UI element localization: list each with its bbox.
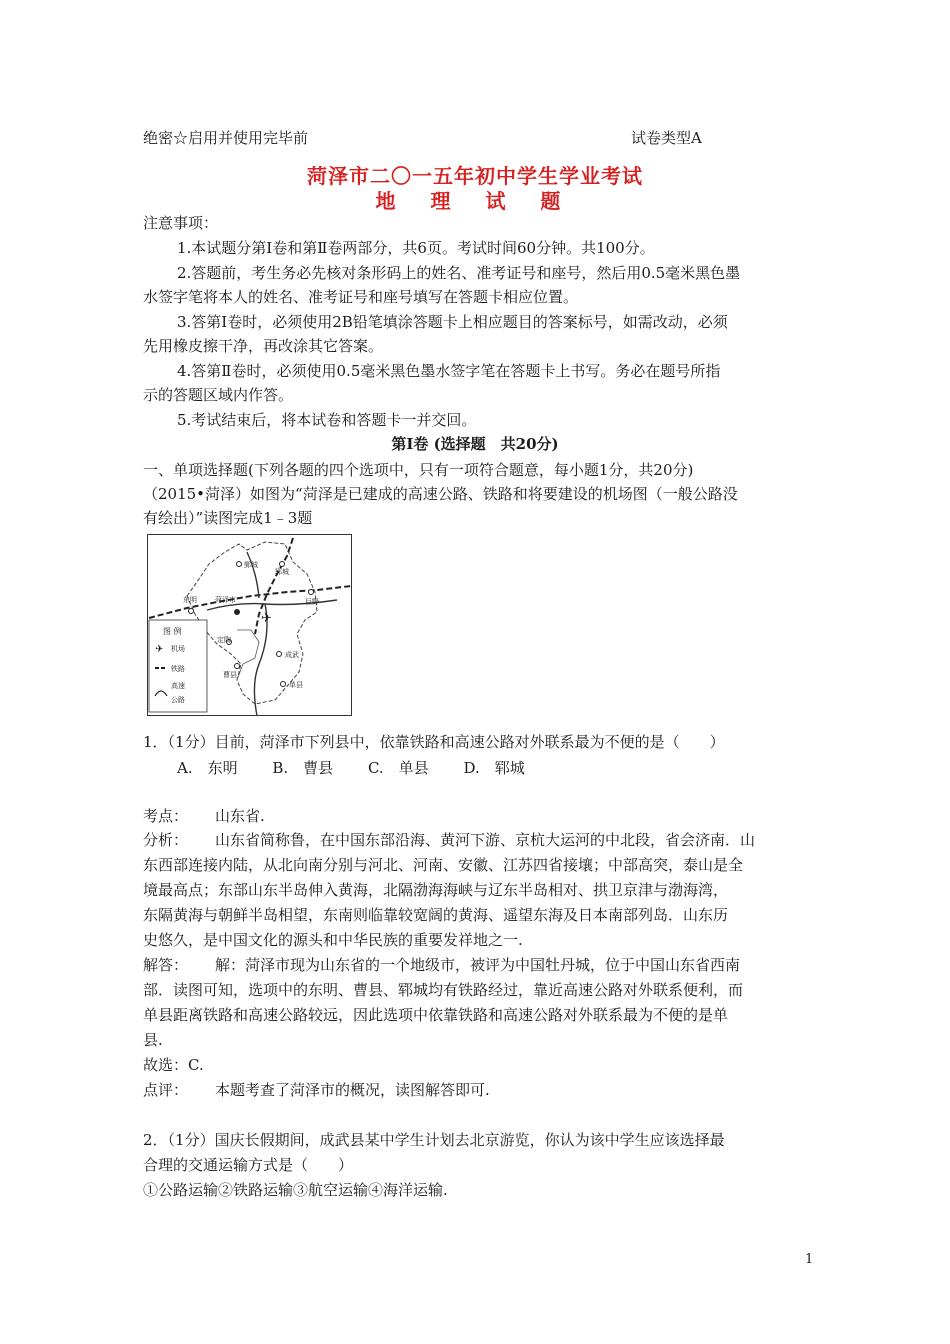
q1-option-c: C. 单县 <box>367 759 429 777</box>
place-heze: 菏泽市 <box>215 596 236 604</box>
legend-rail-label: 铁路 <box>171 665 185 673</box>
q1-fenxi-line-4: 东隔黄海与朝鲜半岛相望，东南则临靠较宽阔的黄海、遥望东海及日本南部列岛．山东历 <box>143 906 729 924</box>
notice-item-2-line-1: 2.答题前，考生务必先核对条形码上的姓名、准考证号和座号，然后用0.5毫米黑色墨 <box>177 264 741 282</box>
q1-answer: 故选：C. <box>143 1056 204 1074</box>
jieda-label: 解答： <box>143 956 189 974</box>
place-shanxian: 单县 <box>289 681 303 689</box>
heze-map <box>147 534 352 716</box>
legend-title: 图 例 <box>163 627 182 636</box>
place-dingtao: 定陶 <box>217 636 231 644</box>
q2-choices: ①公路运输②铁路运输③航空运输④海洋运输. <box>143 1181 448 1199</box>
q2-stem-line-1: 2．（1分）国庆长假期间，成武县某中学生计划去北京游览，你认为该中学生应该选择最 <box>143 1131 725 1149</box>
q1-jieda-line-2: 部．读图可知，选项中的东明、曹县、郓城均有铁路经过，靠近高速公路对外联系便利，而 <box>143 981 744 999</box>
subject-title: 地 理 试 题 <box>375 189 575 213</box>
q1-fenxi-line-1 <box>143 828 808 852</box>
place-chengwu: 成武 <box>285 651 299 659</box>
place-caoxian: 曹县 <box>223 671 237 679</box>
notice-item-5: 5.考试结束后，将本试卷和答题卡一并交回。 <box>177 411 477 429</box>
place-juancheng: 鄄城 <box>244 561 258 569</box>
q1-stem: 1．（1分）目前，菏泽市下列县中，依靠铁路和高速公路对外联系最为不便的是（ ） <box>143 733 725 751</box>
kaodian-text: 山东省. <box>215 807 265 825</box>
q1-option-d: D. 郓城 <box>463 759 525 777</box>
q1-jieda-line-1 <box>143 953 808 977</box>
q1-dianping <box>143 1078 808 1102</box>
legend-highway-label-1: 高速 <box>171 682 185 690</box>
q1-options <box>177 756 842 780</box>
q1-jieda-line-4: 县. <box>143 1031 163 1049</box>
q1-fenxi-line-5: 史悠久，是中国文化的源头和中华民族的重要发祥地之一. <box>143 931 523 949</box>
q1-option-b: B. 曹县 <box>272 759 334 777</box>
jieda-text-1: 解：菏泽市现为山东省的一个地级市，被评为中国牡丹城，位于中国山东省西南 <box>215 956 741 974</box>
q1-kaodian <box>143 804 808 828</box>
place-yuncheng: 郓城 <box>275 568 289 576</box>
dianping-label: 点评： <box>143 1081 189 1099</box>
part-heading: 一、单项选择题(下列各题的四个选项中，只有一项符合题意，每小题1分，共20分) <box>143 461 694 479</box>
header-right: 试卷类型A <box>631 129 702 147</box>
q1-jieda-line-3: 单县距离铁路和高速公路较远，因此选项中依靠铁路和高速公路对外联系最为不便的是单 <box>143 1006 729 1024</box>
legend-airport-label: 机场 <box>171 645 185 653</box>
q1-fenxi-line-3: 境最高点；东部山东半岛伸入黄海，北隔渤海海峡与辽东半岛相对、拱卫京津与渤海湾， <box>143 881 729 899</box>
airport-icon: ✈ <box>261 611 272 626</box>
notice-item-4-line-2: 示的答题区域内作答。 <box>143 386 294 404</box>
page-number: 1 <box>805 1252 814 1267</box>
notice-item-3-line-1: 3.答第Ⅰ卷时，必须使用2B铅笔填涂答题卡上相应题目的答案标号，如需改动，必须 <box>177 313 728 331</box>
exam-title: 菏泽市二〇一五年初中学生学业考试 <box>307 164 643 188</box>
legend-airport-icon: ✈ <box>155 644 164 655</box>
legend-highway-label-2: 公路 <box>171 696 185 704</box>
q1-fenxi-line-2: 东西部连接内陆，从北向南分别与河北、河南、安徽、江苏四省接壤；中部高突，泰山是全 <box>143 856 744 874</box>
map-intro-line-1: （2015•菏泽）如图为“菏泽是已建成的高速公路、铁路和将要建设的机场图（一般公路没 <box>143 485 738 503</box>
section-title: 第Ⅰ卷 (选择题 共20分) <box>391 435 559 453</box>
notice-item-2-line-2: 水签字笔将本人的姓名、准考证号和座号填写在答题卡相应位置。 <box>143 288 579 306</box>
q2-stem-line-2: 合理的交通运输方式是（ ） <box>143 1156 354 1174</box>
notice-item-3-line-2: 先用橡皮擦干净，再改涂其它答案。 <box>143 337 384 355</box>
fenxi-label: 分析： <box>143 831 189 849</box>
place-dongming: 东明 <box>183 596 197 604</box>
kaodian-label: 考点： <box>143 807 189 825</box>
fenxi-text-1: 山东省简称鲁，在中国东部沿海、黄河下游、京杭大运河的中北段，省会济南．山 <box>215 831 756 849</box>
dianping-text: 本题考查了菏泽市的概况，读图解答即可. <box>215 1081 490 1099</box>
header-left: 绝密☆启用并使用完毕前 <box>143 129 309 147</box>
notice-item-1: 1.本试题分第Ⅰ卷和第Ⅱ卷两部分，共6页。考试时间60分钟。共100分。 <box>177 239 655 257</box>
notice-heading: 注意事项： <box>143 214 219 232</box>
notice-item-4-line-1: 4.答第Ⅱ卷时，必须使用0.5毫米黑色墨水签字笔在答题卡上书写。务必在题号所指 <box>177 362 721 380</box>
map-intro-line-2: 有绘出）”读图完成1﹣3题 <box>143 509 313 527</box>
place-juye: 巨野 <box>305 598 319 606</box>
q1-option-a: A. 东明 <box>177 759 238 777</box>
